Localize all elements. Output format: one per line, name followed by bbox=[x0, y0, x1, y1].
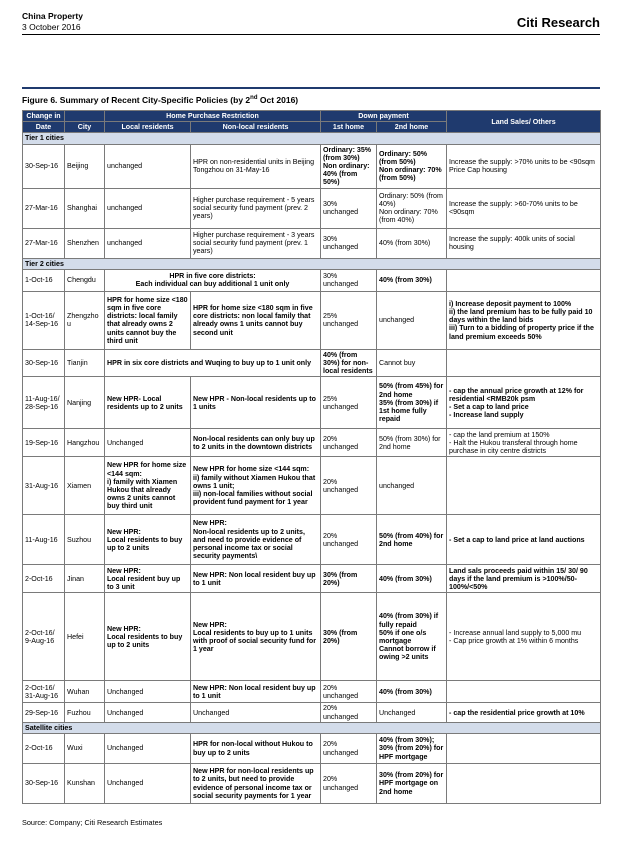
col-non-local-residents: Non-local residents bbox=[191, 122, 321, 133]
header-divider bbox=[22, 34, 600, 35]
report-header bbox=[22, 11, 83, 33]
table-row: 27-Mar-16 Shenzhen unchanged Higher purchase requirement - 3 years social security fund payment (prev. 1 years) 30% unchanged 40% (from 30%) Increase the supply: 400k units of social housing bbox=[23, 228, 601, 258]
figure-title: Figure 6. Summary of Recent City-Specific Policies (by 2nd Oct 2016) bbox=[22, 95, 299, 105]
table-row: 1-Oct-16/ 14-Sep-16 Zhengzhou HPR for home size <180 sqm in five core districts: local family that already owns 2 units cannot buy the third unit HPR for home size <180 sqm in five core districts: non local family that already owns 1 units cannot buy second unit 25% unchanged unchanged i) Increase deposit payment to 100% ii) the land premium has to be fully paid 10 days within the land bids iii) Turn to a bidding of property price if the land premium exceeds 50% bbox=[23, 291, 601, 349]
table-row: 2-Oct-16 Jinan New HPR: Local resident buy up to 3 unit New HPR: Non local resident buy up to 1 unit 30% (from 20%) 40% (from 30%) Land sals proceeds paid within 15/ 30/ 90 days if the land premium is >100%/50-100%/<50% bbox=[23, 565, 601, 593]
table-row: 27-Mar-16 Shanghai unchanged Higher purchase requirement - 5 years social security fund payment (prev. 2 years) 30% unchanged Ordinary: 50% (from 40%) Non ordinary: 70% (from 40%) Increase the supply: >60-70% units to be <90sqm bbox=[23, 188, 601, 228]
table-row: 29-Sep-16 Fuzhou Unchanged Unchanged 20% unchanged Unchanged - cap the residential price growth at 10% bbox=[23, 703, 601, 722]
tier-label: Tier 1 cities bbox=[23, 133, 601, 144]
table-row: 19-Sep-16 Hangzhou Unchanged Non-local residents can only buy up to 2 units in the downtown districts 20% unchanged 50% (from 30%) for 2nd home - cap the land premium at 150% - Halt the Hukou transferal through home purchase in city centre districts bbox=[23, 429, 601, 457]
tier-row bbox=[23, 722, 601, 733]
tier-row bbox=[23, 258, 601, 269]
tier-label: Tier 2 cities bbox=[23, 258, 601, 269]
col-land-sales: Land Sales/ Others bbox=[447, 111, 601, 133]
col-change-in: Change in bbox=[23, 111, 65, 122]
col-city: City bbox=[65, 122, 105, 133]
table-row: 2-Oct-16/ 31-Aug-16 Wuhan Unchanged New HPR: Non local resident buy up to 1 unit 20% unchanged 40% (from 30%) bbox=[23, 681, 601, 703]
col-first-home: 1st home bbox=[321, 122, 377, 133]
col-home-purchase-restriction: Home Purchase Restriction bbox=[105, 111, 321, 122]
table-row: 31-Aug-16 Xiamen New HPR for home size <144 sqm: i) family with Xiamen Hukou that already owns 2 units cannot buy third unit New HPR for home size <144 sqm: ii) family without Xiamen Hukou that owns 1 unit; iii) non-local families without social provident fund payment for 1 year 20% unchanged unchanged bbox=[23, 457, 601, 515]
table-row: 2-Oct-16/ 9-Aug-16 Hefei New HPR: Local residents to buy up to 2 units New HPR: Local residents to buy up to 1 units with proof of social security fund for 1 year 30% (from 20%) 40% (from 30%) if fully repaid 50% if one o/s mortgage Cannot borrow if owing >2 units - Increase annual land supply to 5,000 mu - Cap price growth at 1% within 6 months bbox=[23, 593, 601, 681]
report-date: 3 October 2016 bbox=[22, 22, 81, 32]
tier-label: Satellite cities bbox=[23, 722, 601, 733]
source-note: Source: Company; Citi Research Estimates bbox=[22, 818, 163, 827]
col-local-residents: Local residents bbox=[105, 122, 191, 133]
table-row: 11-Aug-16/ 28-Sep-16 Nanjing New HPR- Local residents up to 2 units New HPR - Non-local residents up to 1 units 25% unchanged 50% (from 45%) for 2nd home 35% (from 30%) if 1st home fully repaid - cap the annual price growth at 12% for residential <RMB20k psm - Set a cap to land price - Increase land supply bbox=[23, 377, 601, 429]
table-row: 2-Oct-16 Wuxi Unchanged HPR for non-local without Hukou to buy up to 2 units 20% unchanged 40% (from 30%); 30% (from 20%) for HPF mortgage bbox=[23, 734, 601, 764]
table-row: 1-Oct-16 Chengdu HPR in five core districts: Each individual can buy additional 1 unit only 30% unchanged 40% (from 30%) bbox=[23, 269, 601, 291]
col-second-home: 2nd home bbox=[377, 122, 447, 133]
table-row: 30-Sep-16 Kunshan Unchanged New HPR for non-local residents up to 2 units, but need to provide evidence of personal income tax or social security payments for 1 year 20% unchanged 30% (from 20%) for HPF mortgage on 2nd home bbox=[23, 764, 601, 804]
header-row-1 bbox=[23, 111, 601, 122]
tier-row bbox=[23, 133, 601, 144]
policy-table bbox=[22, 110, 601, 804]
figure-divider bbox=[22, 87, 600, 89]
col-date: Date bbox=[23, 122, 65, 133]
table-row: 30-Sep-16 Tianjin HPR in six core districts and Wuqing to buy up to 1 unit only 40% (from 30%) for non-local residents Cannot buy bbox=[23, 349, 601, 377]
col-down-payment: Down payment bbox=[321, 111, 447, 122]
table-row: 11-Aug-16 Suzhou New HPR: Local residents to buy up to 2 units New HPR: Non-local residents up to 2 units, and need to provide evidence of personal income tax or social security payments\ 20% unchanged 50% (from 40%) for 2nd home - Set a cap to land price at land auctions bbox=[23, 515, 601, 565]
report-sector: China Property bbox=[22, 11, 83, 21]
brand-name: Citi Research bbox=[516, 15, 600, 30]
table-row: 30-Sep-16 Beijing unchanged HPR on non-residential units in Beijing Tongzhou on 31-May-16 Ordinary: 35% (from 30%) Non ordinary: 40% (from 50%) Ordinary: 50% (from 50%) Non ordinary: 70% (from 50%) Increase the supply: >70% units to be <90sqm Price Cap housing bbox=[23, 144, 601, 188]
